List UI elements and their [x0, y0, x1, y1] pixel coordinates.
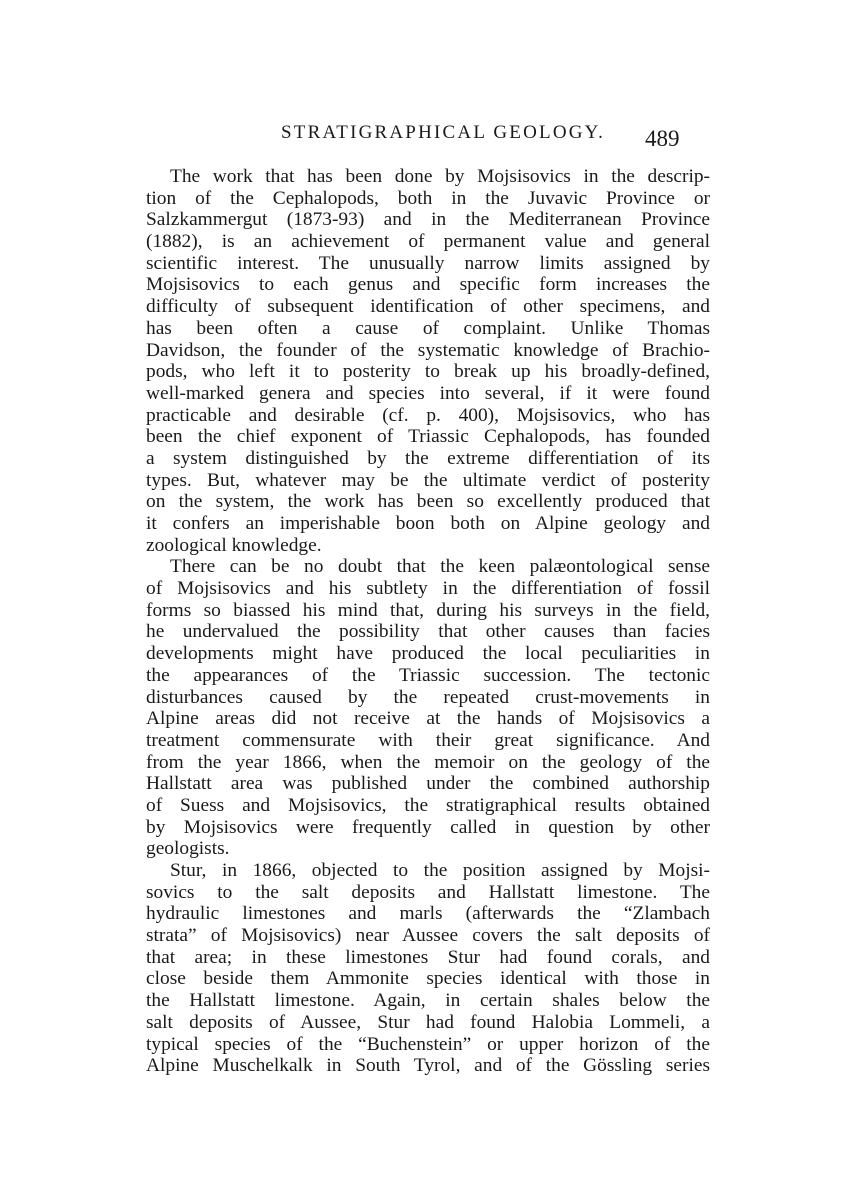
text-line: pods, who left it to posterity to break up his broadly-defined, [146, 361, 710, 383]
text-line: typical species of the “Buchenstein” or upper horizon of the [146, 1033, 710, 1055]
text-line: has been often a cause of complaint. Unlike Thomas [146, 317, 710, 339]
text-line: a system distinguished by the extreme differentiation of its [146, 447, 710, 469]
text-line: geologists. [146, 838, 230, 860]
paragraph [146, 166, 710, 556]
text-line: Stur, in 1866, objected to the position assigned by Mojsi- [170, 860, 710, 881]
paragraph [146, 556, 710, 860]
text-line: Davidson, the founder of the systematic knowledge of Brachio- [146, 339, 710, 361]
text-line: of Mojsisovics and his subtlety in the differentiation of fossil [146, 578, 710, 600]
text-line: sovics to the salt deposits and Hallstatt limestone. The [146, 881, 710, 903]
text-line: difficulty of subsequent identification of other specimens, and [146, 296, 710, 318]
text-line: strata” of Mojsisovics) near Aussee covers the salt deposits of [146, 925, 710, 947]
text-line: by Mojsisovics were frequently called in question by other [146, 816, 710, 838]
text-line: tion of the Cephalopods, both in the Juvavic Province or [146, 187, 710, 209]
text-line: the appearances of the Triassic succession. The tectonic [146, 664, 710, 686]
text-line: Mojsisovics to each genus and specific form increases the [146, 274, 710, 296]
text-line: Alpine areas did not receive at the hands of Mojsisovics a [146, 708, 710, 730]
paragraph [146, 860, 710, 1077]
text-line: There can be no doubt that the keen palæontological sense [170, 556, 710, 578]
text-line: of Suess and Mojsisovics, the stratigraphical results obtained [146, 794, 710, 816]
text-line: scientific interest. The unusually narrow limits assigned by [146, 252, 710, 274]
text-line: from the year 1866, when the memoir on the geology of the [146, 751, 710, 773]
text-line: on the system, the work has been so excellently produced that [146, 491, 710, 513]
text-line: he undervalued the possibility that other causes than facies [146, 621, 710, 643]
text-line: types. But, whatever may be the ultimate verdict of posterity [146, 469, 710, 491]
text-line: that area; in these limestones Stur had found corals, and [146, 946, 710, 968]
text-line: it confers an imperishable boon both on Alpine geology and [146, 513, 710, 534]
running-head [0, 120, 850, 160]
text-line: developments might have produced the local peculiarities in [146, 643, 710, 665]
text-line: practicable and desirable (cf. p. 400), Mojsisovics, who has [146, 404, 710, 426]
text-line: zoological knowledge. [146, 534, 322, 556]
text-line: been the chief exponent of Triassic Cephalopods, has founded [146, 426, 710, 448]
text-line: (1882), is an achievement of permanent value and general [146, 231, 710, 253]
text-line: close beside them Ammonite species identical with those in [146, 968, 710, 990]
text-line: disturbances caused by the repeated crust-movements in [146, 686, 710, 708]
running-title: STRATIGRAPHICAL GEOLOGY. [281, 122, 606, 143]
text-line: The work that has been done by Mojsisovics in the descrip- [170, 166, 710, 187]
page-number: 489 [645, 126, 680, 151]
text-line: salt deposits of Aussee, Stur had found Halobia Lommeli, a [146, 1011, 710, 1033]
text-line: hydraulic limestones and marls (afterwards the “Zlambach [146, 903, 710, 925]
text-line: Salzkammergut (1873-93) and in the Mediterranean Province [146, 209, 710, 231]
body-text [146, 166, 710, 1077]
text-line: forms so biassed his mind that, during his surveys in the field, [146, 599, 710, 621]
text-line: treatment commensurate with their great significance. And [146, 729, 710, 751]
text-line: the Hallstatt limestone. Again, in certain shales below the [146, 990, 710, 1012]
text-line: Hallstatt area was published under the combined authorship [146, 773, 710, 795]
text-line: well-marked genera and species into several, if it were found [146, 382, 710, 404]
text-line: Alpine Muschelkalk in South Tyrol, and of the Gössling series [146, 1055, 710, 1077]
